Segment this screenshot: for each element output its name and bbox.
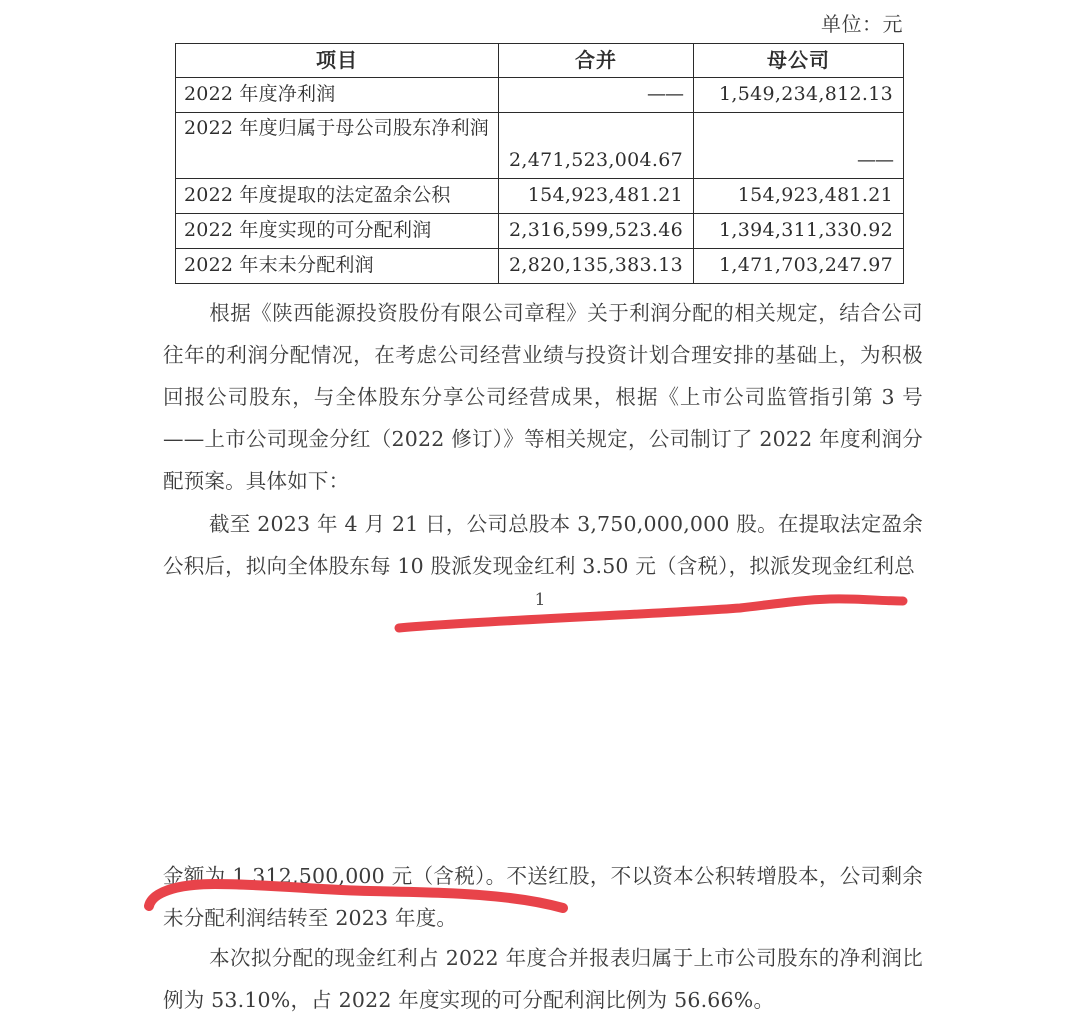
table-cell-item: 2022 年度归属于母公司股东净利润 (176, 113, 499, 179)
paragraph-policy-basis (163, 292, 923, 502)
table-cell-parent: 1,471,703,247.97 (694, 249, 904, 284)
column-header-parent: 母公司 (694, 44, 904, 78)
column-header-merged: 合并 (499, 44, 694, 78)
paragraph-dividend-amount (163, 855, 923, 939)
paragraph-amount-text: 金额为 1,312,500,000 元（含税）。不送红股，不以资本公积转增股本，公司剩余未分配利润结转至 2023 年度。 (163, 864, 923, 930)
paragraph-ratio-text: 本次拟分配的现金红利占 2022 年度合并报表归属于上市公司股东的净利润比例为 53.10%，占 2022 年度实现的可分配利润比例为 56.66%。 (163, 946, 923, 1012)
em-dash-placeholder: —— (647, 83, 683, 106)
table-row (176, 179, 904, 214)
table-cell-parent: 1,549,234,812.13 (694, 78, 904, 113)
paragraph-dividend-plan (163, 503, 923, 587)
table-cell-item: 2022 年末未分配利润 (176, 249, 499, 284)
paragraph-policy-text: 根据《陕西能源投资股份有限公司章程》关于利润分配的相关规定，结合公司往年的利润分配情况，在考虑公司经营业绩与投资计划合理安排的基础上，为积极回报公司股东，与全体股东分享公司经营成果，根据《上市公司监管指引第 3 号——上市公司现金分红（2022 修订）》等相关规定，公司制订了 2022 年度利润分配预案。具体如下： (163, 301, 923, 493)
table-cell-item: 2022 年度实现的可分配利润 (176, 214, 499, 249)
paragraph-dividend-text: 截至 2023 年 4 月 21 日，公司总股本 3,750,000,000 股。在提取法定盈余公积后，拟向全体股东每 10 股派发现金红利 3.50 元（含税），拟派发现金红利总 (163, 512, 923, 578)
table-row (176, 249, 904, 284)
table-unit-caption: 单位：元 (821, 12, 903, 36)
column-header-item: 项目 (176, 44, 499, 78)
page-number: 1 (534, 590, 546, 610)
table-cell-parent: 1,394,311,330.92 (694, 214, 904, 249)
table-body (176, 78, 904, 284)
table-cell-merged: 2,316,599,523.46 (499, 214, 694, 249)
table-cell-merged: 2,820,135,383.13 (499, 249, 694, 284)
table-row (176, 214, 904, 249)
table-row (176, 78, 904, 113)
table-header (176, 44, 904, 78)
table-cell-merged (499, 78, 694, 113)
underline-stroke-middle-icon (399, 599, 903, 628)
table-row (176, 113, 904, 179)
table-header-row (176, 44, 904, 78)
table-cell-merged: 154,923,481.21 (499, 179, 694, 214)
paragraph-dividend-ratio (163, 937, 923, 1021)
profit-distribution-table (175, 43, 904, 284)
em-dash-placeholder: —— (857, 149, 893, 172)
table-cell-merged: 2,471,523,004.67 (499, 113, 694, 179)
table-cell-parent (694, 113, 904, 179)
table-cell-item: 2022 年度净利润 (176, 78, 499, 113)
table-cell-item: 2022 年度提取的法定盈余公积 (176, 179, 499, 214)
table-cell-parent: 154,923,481.21 (694, 179, 904, 214)
